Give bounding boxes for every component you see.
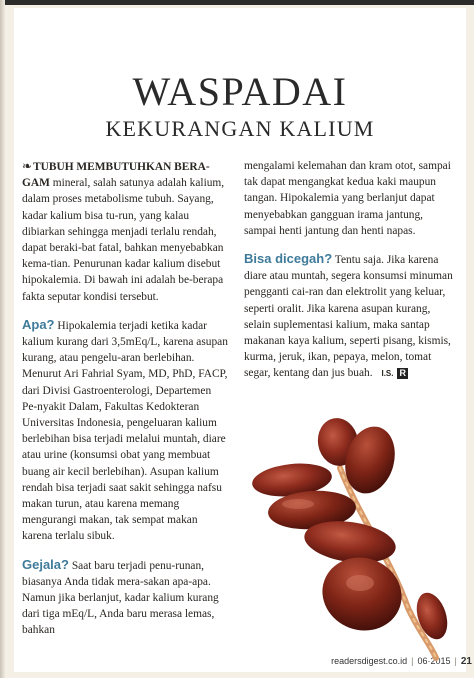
intro-paragraph — [22, 158, 228, 305]
section-heading-gejala: Gejala? — [22, 556, 69, 572]
section-gejala-continued — [244, 158, 454, 239]
article-subtitle: KEKURANGAN KALIUM — [105, 116, 375, 141]
section-gejala — [22, 557, 228, 639]
binding-shadow — [0, 0, 5, 678]
text-column-left — [22, 158, 228, 651]
footer-website: readersdigest.co.id — [331, 656, 408, 666]
footer-separator: | — [411, 656, 414, 666]
footer-separator: | — [454, 656, 457, 666]
section-bisa-dicegah — [244, 251, 454, 383]
date-highlight — [282, 499, 314, 509]
intro-body: mineral, salah satunya adalah kalium, dalam proses metabolisme tubuh. Sayang, kadar kalium bisa tu-run, yang kalau dibiarkan sehingga menjadi terlalu rendah, dapat beraki-bat fatal, bahkan menyebabkan kema-tian. Penurunan kadar kalium disebut hipokalemia. Di bawah ini adalah be-berapa fakta seputar kondisi tersebut. — [22, 177, 225, 303]
footer-issue: 06·2015 — [417, 656, 451, 666]
section-heading-bisa-dicegah: Bisa dicegah? — [244, 251, 333, 267]
article-title: WASPADAI — [132, 69, 348, 114]
leaf-flourish-icon: ❧ — [22, 159, 33, 173]
section-body-gejala-continued: mengalami kelemahan dan kram otot, sampai tak dapat mengangkat kedua kaki maupun tangan. Hipokalemia yang berlanjut dapat menyebabkan gangguan irama jantung, sampai henti jantung dan henti napas. — [244, 160, 451, 237]
intro-caps: TUBUH MEMBUTUHKAN BERA-GAM — [22, 161, 210, 190]
section-heading-apa: Apa? — [22, 316, 55, 332]
page-top-edge — [0, 0, 474, 5]
section-body-bisa-dicegah: Tentu saja. Jika karena diare atau muntah, segera konsumsi minuman pengganti cai-ran dan elektrolit yang keluar, seperti oralit. Jika karena asupan kurang, selain suplementasi kalium, maka santap makanan kaya kalium, seperti pisang, kismis, kurma, jeruk, ikan, pepaya, melon, tomat segar, kentang dan jus buah. — [244, 254, 453, 380]
date-fruit — [411, 589, 452, 643]
date-fruit — [312, 546, 412, 641]
section-body-apa: Hipokalemia terjadi ketika kadar kalium kurang dari 3,5mEq/L, karena asupan kurang, atau pengelu-aran berlebihan. Menurut Ari Fahrial Syam, MD, PhD, FACP, dari Divisi Gastroenterologi, Departemen Pe-nyakit Dalam, Fakultas Kedokteran Universitas Indonesia, pengeluaran kalium berlebihan bisa terjadi melalui muntah, diare atau urine (konsumsi obat yang membuat buang air kecil berlebihan). Asupan kalium rendah bisa terjadi saat sakit sehingga nafsu makan turun, atau karena memang mengurangi makan, tak sempat makan karena terlalu sibuk. — [22, 319, 228, 543]
text-column-right — [244, 158, 454, 395]
date-highlight — [346, 575, 374, 591]
page-number: 21 — [460, 656, 472, 667]
section-apa — [22, 317, 228, 545]
section-body-gejala: Saat baru terjadi penu-runan, biasanya Anda tidak mera-sakan apa-apa. Namun jika berlanjut, kadar kalium kurang dari tiga mEq/L, Anda baru merasa lemas, bahkan — [22, 559, 219, 637]
end-mark-badge: R — [399, 368, 406, 379]
dates-photo — [240, 408, 466, 662]
author-initials: I.S. — [381, 369, 394, 379]
